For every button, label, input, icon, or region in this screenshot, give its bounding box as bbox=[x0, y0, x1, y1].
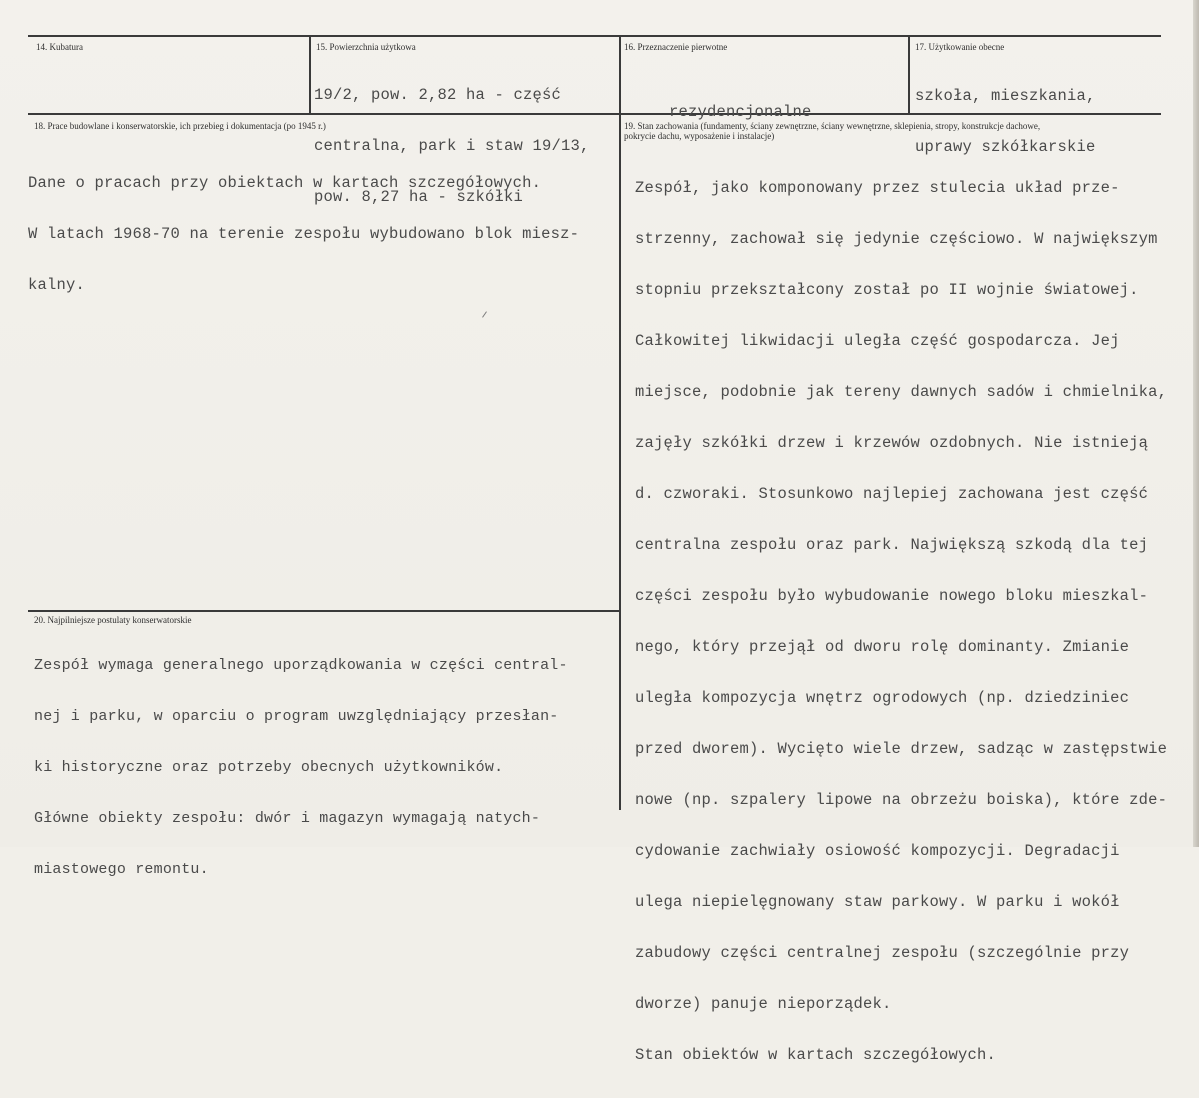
field-15-line: centralna, park i staw 19/13, bbox=[314, 137, 590, 155]
field-18-line: kalny. bbox=[28, 276, 86, 294]
divider-14-15 bbox=[309, 35, 311, 115]
field-19-label bbox=[624, 121, 1154, 141]
field-19-line: części zespołu było wybudowanie nowego bloku mieszkal- bbox=[635, 587, 1149, 605]
field-19-line: ulega niepielęgnowany staw parkowy. W parku i wokół bbox=[635, 893, 1120, 911]
field-19-line: zabudowy części centralnej zespołu (szczególnie przy bbox=[635, 944, 1130, 962]
row2-bottom-rule-left bbox=[28, 610, 620, 612]
divider-16-17 bbox=[908, 35, 910, 115]
field-18-line: Dane o pracach przy obiektach w kartach szczegółowych. bbox=[28, 174, 542, 192]
field-18-line: W latach 1968-70 na terenie zespołu wybudowano blok miesz- bbox=[28, 225, 580, 243]
field-19-line: zajęły szkółki drzew i krzewów ozdobnych. Nie istnieją bbox=[635, 434, 1149, 452]
field-17-label: 17. Użytkowanie obecne bbox=[915, 42, 1005, 52]
field-19-line: stopniu przekształcony został po II wojnie światowej. bbox=[635, 281, 1139, 299]
field-19-line: Stan obiektów w kartach szczegółowych. bbox=[635, 1046, 997, 1064]
field-19-label-line: pokrycie dachu, wyposażenie i instalacje) bbox=[624, 131, 775, 141]
field-16-line: rezydencjonalne bbox=[669, 103, 812, 121]
field-17-line: uprawy szkółkarskie bbox=[915, 138, 1096, 156]
field-19-line: strzenny, zachował się jedynie częściowo. W największym bbox=[635, 230, 1158, 248]
field-14-label: 14. Kubatura bbox=[36, 42, 83, 52]
field-19-line: nego, który przejął od dworu rolę dominanty. Zmianie bbox=[635, 638, 1130, 656]
field-19-line: przed dworem). Wycięto wiele drzew, sadząc w zastępstwie bbox=[635, 740, 1168, 758]
field-17-line: szkoła, mieszkania, bbox=[915, 87, 1096, 105]
field-15-line: pow. 8,27 ha - szkółki bbox=[314, 188, 524, 206]
field-20-line: Główne obiekty zespołu: dwór i magazyn wymagają natych- bbox=[34, 810, 541, 827]
field-15-line: 19/2, pow. 2,82 ha - część bbox=[314, 86, 562, 104]
paper-edge bbox=[1193, 0, 1199, 847]
field-19-line: dworze) panuje nieporządek. bbox=[635, 995, 892, 1013]
field-19-label-line: 19. Stan zachowania (fundamenty, ściany zewnętrzne, ściany wewnętrzne, sklepienia, stropy, konstrukcje dachowe, bbox=[624, 121, 1041, 131]
field-19-value bbox=[635, 146, 1167, 1098]
field-20-label: 20. Najpilniejsze postulaty konserwatorskie bbox=[34, 615, 192, 625]
field-20-line: nej i parku, w oparciu o program uwzględniający przesłan- bbox=[34, 708, 559, 725]
field-20-line: Zespół wymaga generalnego uporządkowania w części central- bbox=[34, 657, 568, 674]
field-19-line: cydowanie zachwiały osiowość kompozycji. Degradacji bbox=[635, 842, 1120, 860]
field-19-line: Całkowitej likwidacji uległa część gospodarcza. Jej bbox=[635, 332, 1120, 350]
top-rule bbox=[28, 35, 1161, 37]
field-20-line: miastowego remontu. bbox=[34, 861, 209, 878]
field-18-value bbox=[28, 141, 579, 328]
field-15-label: 15. Powierzchnia użytkowa bbox=[316, 42, 416, 52]
field-19-line: miejsce, podobnie jak tereny dawnych sadów i chmielnika, bbox=[635, 383, 1168, 401]
divider-center bbox=[619, 35, 621, 810]
field-19-line: d. czworaki. Stosunkowo najlepiej zachowana jest część bbox=[635, 485, 1149, 503]
field-18-label: 18. Prace budowlane i konserwatorskie, ich przebieg i dokumentacja (po 1945 r.) bbox=[34, 121, 326, 131]
field-19-line: centralna zespołu oraz park. Największą szkodą dla tej bbox=[635, 536, 1149, 554]
field-19-line: Zespół, jako komponowany przez stulecia układ prze- bbox=[635, 179, 1120, 197]
field-20-line: ki historyczne oraz potrzeby obecnych użytkowników. bbox=[34, 759, 504, 776]
field-16-value bbox=[669, 70, 812, 155]
field-19-line: nowe (np. szpalery lipowe na obrzeżu boiska), które zde- bbox=[635, 791, 1168, 809]
field-20-value bbox=[34, 623, 568, 912]
field-16-label: 16. Przeznaczenie pierwotne bbox=[624, 42, 728, 52]
field-19-line: uległa kompozycja wnętrz ogrodowych (np. dziedziniec bbox=[635, 689, 1130, 707]
